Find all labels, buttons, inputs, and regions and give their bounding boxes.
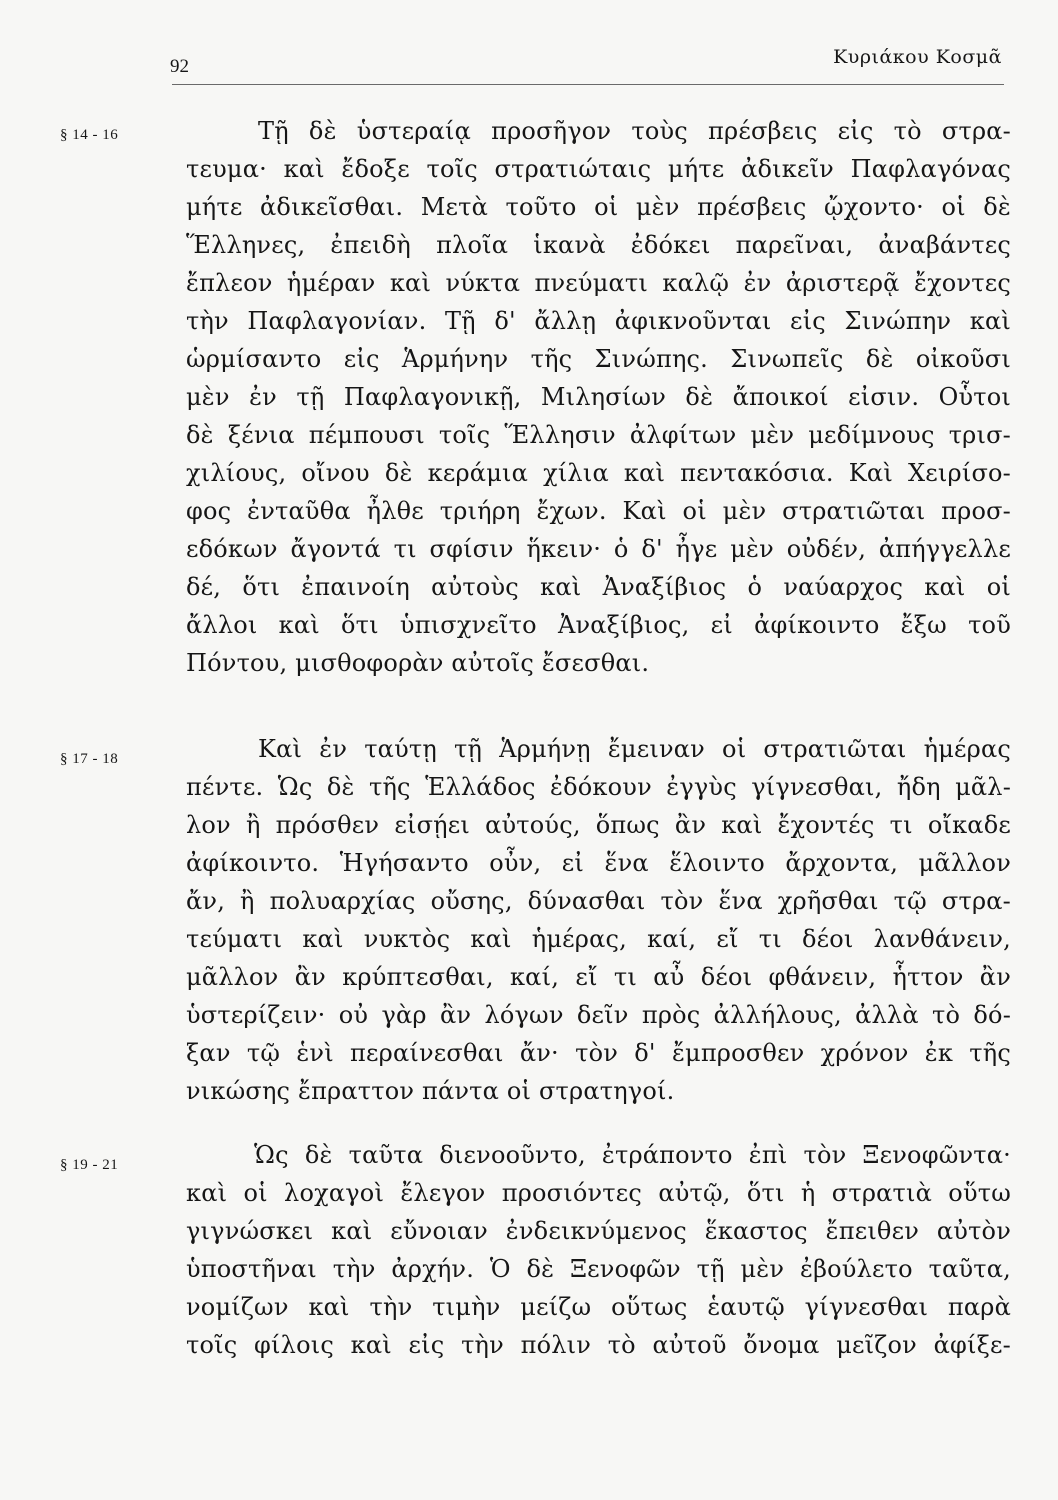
text-line: Πόντου, μισθοφορὰν αὐτοῖς ἔσεσθαι. xyxy=(186,649,650,677)
text-line: Ἕλληνες, ἐπειδὴ πλοῖα ἱκανὰ ἐδόκει παρεῖναι, ἀναβάντες xyxy=(186,231,1011,259)
text-line: Καὶ ἐν ταύτῃ τῇ Ἁρμήνῃ ἔμειναν οἱ στρατιῶται ἡμέρας xyxy=(258,735,1011,763)
paragraph xyxy=(186,730,1011,1110)
section-ref: § 17 - 18 xyxy=(60,751,119,767)
running-title: Κυριάκου Κοσμᾶ xyxy=(833,46,1002,68)
text-line: τὴν Παφλαγονίαν. Τῇ δ' ἄλλῃ ἀφικνοῦνται εἰς Σινώπην καὶ xyxy=(186,307,1011,335)
page-number: 92 xyxy=(170,56,189,77)
text-line: Τῇ δὲ ὑστεραίᾳ προσῆγον τοὺς πρέσβεις εἰς τὸ στρα- xyxy=(258,117,1011,145)
section-ref: § 14 - 16 xyxy=(60,127,119,143)
text-line: ὑστερίζειν· οὐ γὰρ ἂν λόγων δεῖν πρὸς ἀλλήλους, ἀλλὰ τὸ δό- xyxy=(186,1001,1011,1029)
text-line: ἔπλεον ἡμέραν καὶ νύκτα πνεύματι καλῷ ἐν ἀριστερᾷ ἔχοντες xyxy=(186,269,1011,297)
text-line: μᾶλλον ἂν κρύπτεσθαι, καί, εἴ τι αὖ δέοι φθάνειν, ἧττον ἂν xyxy=(186,963,1011,991)
text-line: πέντε. Ὡς δὲ τῆς Ἑλλάδος ἐδόκουν ἐγγὺς γίγνεσθαι, ἤδη μᾶλ- xyxy=(186,773,1011,801)
paragraph xyxy=(186,1136,1011,1364)
text-line: ὑποστῆναι τὴν ἀρχήν. Ὁ δὲ Ξενοφῶν τῇ μὲν ἐβούλετο ταῦτα, xyxy=(186,1255,1011,1283)
text-line: ἀφίκοιντο. Ἡγήσαντο οὖν, εἰ ἕνα ἕλοιντο ἄρχοντα, μᾶλλον xyxy=(186,849,1011,877)
text-line: δὲ ξένια πέμπουσι τοῖς Ἕλλησιν ἀλφίτων μὲν μεδίμνους τρισ- xyxy=(186,421,1011,449)
text-line: ἄλλοι καὶ ὅτι ὑπισχνεῖτο Ἀναξίβιος, εἰ ἀφίκοιντο ἔξω τοῦ xyxy=(186,611,1011,639)
text-line: μὲν ἐν τῇ Παφλαγονικῇ, Μιλησίων δὲ ἄποικοί εἰσιν. Οὗτοι xyxy=(186,383,1011,411)
text-line: τοῖς φίλοις καὶ εἰς τὴν πόλιν τὸ αὐτοῦ ὄνομα μεῖζον ἀφίξε- xyxy=(186,1331,1011,1359)
text-line: Ὡς δὲ ταῦτα διενοοῦντο, ἐτράποντο ἐπὶ τὸν Ξενοφῶντα· xyxy=(254,1141,1011,1169)
text-line: νομίζων καὶ τὴν τιμὴν μείζω οὕτως ἑαυτῷ γίγνεσθαι παρὰ xyxy=(186,1293,1011,1321)
text-line: νικώσης ἔπραττον πάντα οἱ στρατηγοί. xyxy=(186,1077,675,1105)
header-rule xyxy=(172,84,1004,85)
text-line: ξαν τῷ ἑνὶ περαίνεσθαι ἄν· τὸν δ' ἔμπροσθεν χρόνον ἐκ τῆς xyxy=(186,1039,1011,1067)
paragraph xyxy=(186,112,1011,682)
text-line: ἄν, ἢ πολυαρχίας οὔσης, δύνασθαι τὸν ἕνα χρῆσθαι τῷ στρα- xyxy=(186,887,1011,915)
text-line: δέ, ὅτι ἐπαινοίη αὐτοὺς καὶ Ἀναξίβιος ὁ ναύαρχος καὶ οἱ xyxy=(186,573,1011,601)
text-line: λον ἢ πρόσθεν εἰσῄει αὐτούς, ὅπως ἂν καὶ ἔχοντές τι οἴκαδε xyxy=(186,811,1011,839)
text-line: τευμα· καὶ ἔδοξε τοῖς στρατιώταις μήτε ἀδικεῖν Παφλαγόνας xyxy=(186,155,1011,183)
text-line: φος ἐνταῦθα ἦλθε τριήρη ἔχων. Καὶ οἱ μὲν στρατιῶται προσ- xyxy=(186,497,1011,525)
text-line: ὡρμίσαντο εἰς Ἁρμήνην τῆς Σινώπης. Σινωπεῖς δὲ οἰκοῦσι xyxy=(186,345,1011,373)
text-line: γιγνώσκει καὶ εὔνοιαν ἐνδεικνύμενος ἕκαστος ἔπειθεν αὐτὸν xyxy=(186,1217,1011,1245)
text-line: τεύματι καὶ νυκτὸς καὶ ἡμέρας, καί, εἴ τι δέοι λανθάνειν, xyxy=(186,925,1011,953)
text-line: εδόκων ἄγοντά τι σφίσιν ἥκειν· ὁ δ' ἦγε μὲν οὐδέν, ἀπήγγελλε xyxy=(186,535,1011,563)
text-line: μήτε ἀδικεῖσθαι. Μετὰ τοῦτο οἱ μὲν πρέσβεις ᾤχοντο· οἱ δὲ xyxy=(186,193,1011,221)
text-line: καὶ οἱ λοχαγοὶ ἔλεγον προσιόντες αὐτῷ, ὅτι ἡ στρατιὰ οὕτω xyxy=(186,1179,1011,1207)
text-line: χιλίους, οἴνου δὲ κεράμια χίλια καὶ πεντακόσια. Καὶ Χειρίσο- xyxy=(186,459,1011,487)
section-ref: § 19 - 21 xyxy=(60,1157,119,1173)
